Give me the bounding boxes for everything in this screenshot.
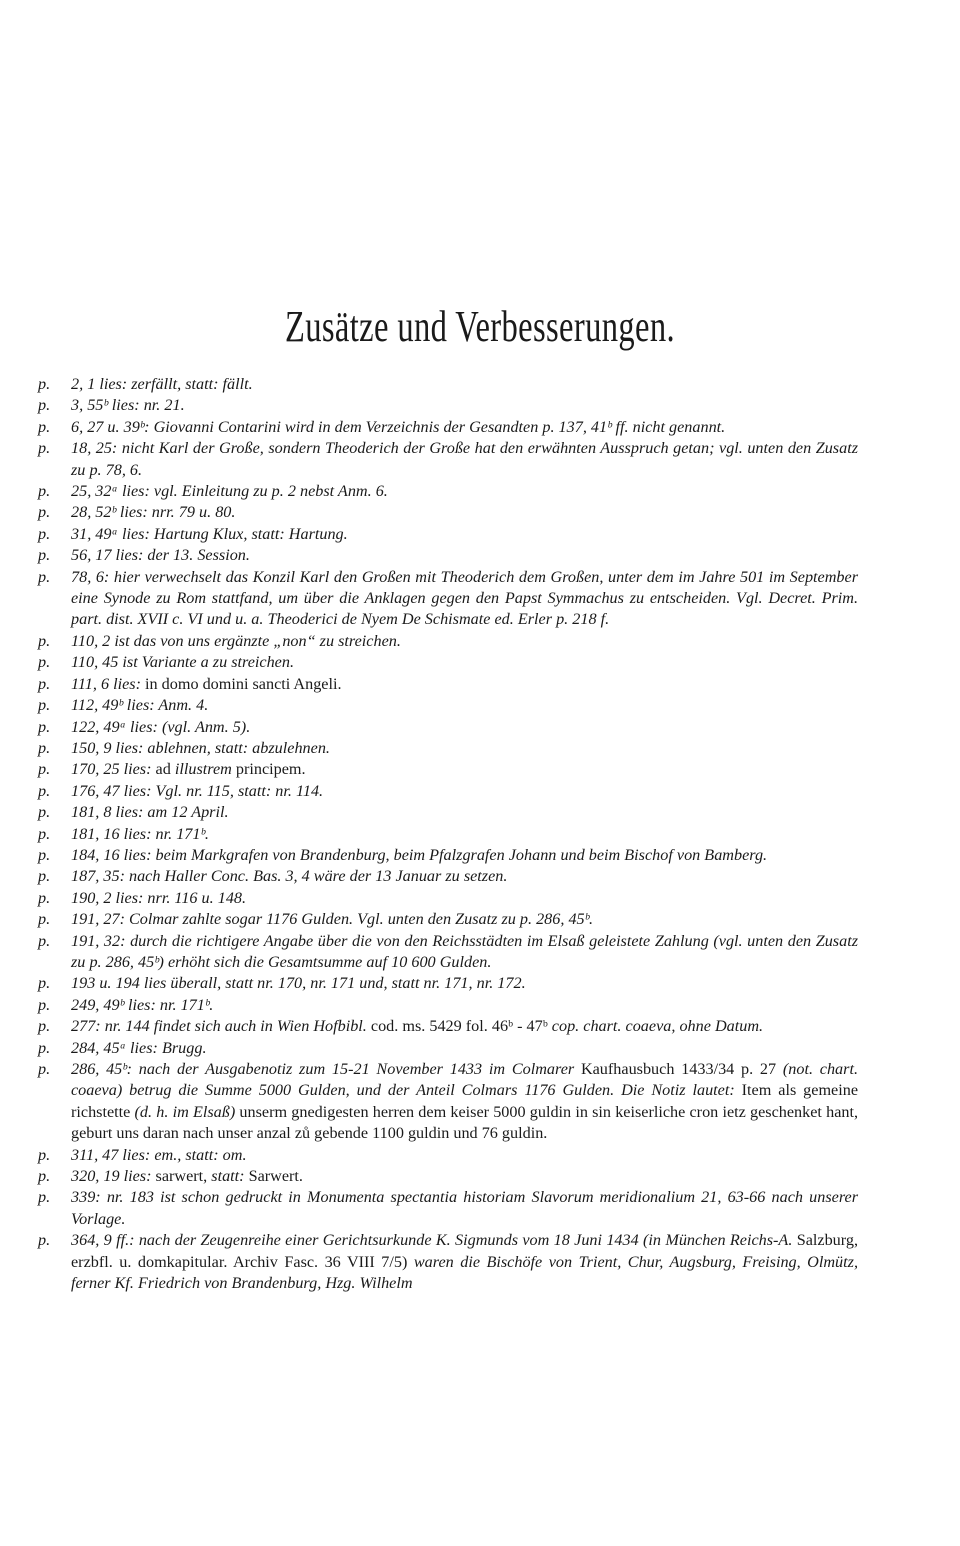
text-segment: 181, 8 lies: am 12 April. [71, 803, 229, 822]
text-segment: waren die Bischöfe von Trient, Chur, Augsburg, Freising, Olmütz, ferner Kf. Friedrich von Brandenburg, Hzg. Wilhelm [71, 1252, 858, 1293]
page-reference-prefix: p. [38, 1188, 51, 1207]
correction-entry [38, 1166, 858, 1187]
correction-text [71, 417, 858, 438]
page-reference-prefix: p. [38, 524, 51, 543]
page-reference-prefix: p. [38, 888, 51, 907]
text-segment: 190, 2 lies: nrr. 116 u. 148. [71, 888, 247, 907]
page-reference-prefix: p. [38, 696, 51, 715]
text-segment: 111, 6 lies: [71, 674, 146, 693]
page-reference-prefix: p. [38, 482, 51, 501]
text-segment: 28, 52ᵇ lies: nrr. 79 u. 80. [71, 503, 236, 522]
correction-text [71, 374, 858, 395]
page-reference-prefix: p. [38, 974, 51, 993]
text-segment: 311, 47 lies: em., statt: om. [71, 1145, 247, 1164]
correction-entry [38, 631, 858, 652]
page-reference-prefix: p. [38, 867, 51, 886]
text-segment: principem. [231, 760, 306, 779]
correction-entry [38, 717, 858, 738]
correction-entry [38, 417, 858, 438]
correction-text [71, 738, 858, 759]
correction-entry [38, 1038, 858, 1059]
text-segment: 122, 49ᵃ lies: (vgl. Anm. 5). [71, 717, 251, 736]
page-reference-prefix: p. [38, 631, 51, 650]
text-segment: cop. chart. coaeva, ohne Datum. [551, 1017, 764, 1036]
page-title: Zusätze und Verbesserungen. [284, 302, 676, 351]
correction-text [71, 481, 858, 502]
page-reference-prefix: p. [38, 931, 51, 950]
text-segment: (not. chart. coaeva) betrug die Summe 5000 Gulden, und der Anteil Colmars 1176 Gulden. Die Notiz lautet: [71, 1060, 858, 1100]
corrections-list [38, 374, 858, 1294]
correction-text [71, 1059, 858, 1145]
correction-entry [38, 374, 858, 395]
correction-text [71, 973, 858, 994]
correction-text [71, 695, 858, 716]
text-segment: 184, 16 lies: beim Markgrafen von Brandenburg, beim Pfalzgrafen Johann und beim Bischof von Bamberg. [71, 845, 768, 864]
page-reference-prefix: p. [38, 738, 51, 757]
correction-entry [38, 824, 858, 845]
correction-entry [38, 545, 858, 566]
page-reference-prefix: p. [38, 995, 51, 1014]
correction-text [71, 545, 858, 566]
page-reference-prefix: p. [38, 653, 51, 672]
correction-entry [38, 652, 858, 673]
page-reference-prefix: p. [38, 567, 51, 586]
correction-text [71, 909, 858, 930]
correction-entry [38, 845, 858, 866]
text-segment: unserm gnedigesten herren dem keiser 5000 guldin in sin keiserliche cron ietz geschenket hant, geburt uns daran nach unser anzal zů gebende 1100 guldin und 76 guldin. [71, 1102, 859, 1143]
text-segment: 110, 45 ist Variante a zu streichen. [71, 653, 295, 672]
correction-entry [38, 1016, 858, 1037]
correction-text [71, 802, 858, 823]
correction-entry [38, 1187, 858, 1230]
correction-text [71, 524, 858, 545]
correction-text [71, 395, 858, 416]
page-reference-prefix: p. [38, 417, 51, 436]
correction-entry [38, 759, 858, 780]
correction-text [71, 781, 858, 802]
correction-entry [38, 502, 858, 523]
text-segment: 284, 45ᵃ lies: Brugg. [71, 1038, 207, 1057]
text-segment: 191, 27: Colmar zahlte sogar 1176 Gulden. Vgl. unten den Zusatz zu p. 286, 45ᵇ. [71, 910, 594, 929]
correction-entry [38, 995, 858, 1016]
page-reference-prefix: p. [38, 910, 51, 929]
text-segment: 249, 49ᵇ lies: nr. 171ᵇ. [71, 995, 214, 1014]
text-segment: Salzburg, erzbfl. u. domkapitular. Archiv Fasc. 36 VIII 7/5) [71, 1231, 858, 1271]
text-segment: 339: nr. 183 ist schon gedruckt in Monumenta spectantia historiam Slavorum meridionalium 21, 63-66 nach unserer Vorlage. [71, 1188, 858, 1228]
correction-text [71, 631, 858, 652]
text-segment: 193 u. 194 lies überall, statt nr. 170, nr. 171 und, statt nr. 171, nr. 172. [71, 974, 526, 993]
text-segment: 286, 45ᵇ: nach der Ausgabenotiz zum 15-21 November 1433 im Colmarer [71, 1060, 581, 1078]
correction-text [71, 674, 858, 695]
correction-text [71, 1016, 858, 1037]
text-segment: 277: nr. 144 findet sich auch in Wien Hofbibl. [71, 1017, 371, 1036]
correction-text [71, 866, 858, 887]
page-reference-prefix: p. [38, 1060, 51, 1078]
text-segment: 170, 25 lies: [71, 760, 156, 779]
correction-entry [38, 802, 858, 823]
correction-text [71, 931, 858, 974]
correction-entry [38, 888, 858, 909]
correction-entry [38, 395, 858, 416]
page-reference-prefix: p. [38, 1145, 51, 1164]
correction-entry [38, 866, 858, 887]
text-segment: Kaufhausbuch 1433/34 p. 27 [580, 1060, 783, 1078]
text-segment: illustrem [174, 760, 232, 779]
page-reference-prefix: p. [38, 1017, 51, 1036]
text-segment: 150, 9 lies: ablehnen, statt: abzulehnen. [71, 738, 330, 757]
correction-entry [38, 931, 858, 974]
correction-entry [38, 973, 858, 994]
page-reference-prefix: p. [38, 845, 51, 864]
text-segment: ad [155, 760, 175, 779]
page-reference-prefix: p. [38, 503, 51, 522]
text-segment: 3, 55ᵇ lies: nr. 21. [71, 396, 185, 415]
correction-text [71, 824, 858, 845]
text-segment: 56, 17 lies: der 13. Session. [71, 546, 250, 565]
page-reference-prefix: p. [38, 1167, 51, 1186]
page-reference-prefix: p. [38, 439, 51, 458]
correction-text [71, 1230, 858, 1294]
text-segment: 181, 16 lies: nr. 171ᵇ. [71, 824, 209, 843]
text-segment: 191, 32: durch die richtigere Angabe über die von den Reichsstädten im Elsaß geleistete Zahlung (vgl. unten den Zusatz zu p. 286, 45ᵇ) erhöht sich die Gesamtsumme auf 10 600 Gulden. [71, 931, 858, 971]
correction-text [71, 567, 858, 631]
text-segment: in domo domini sancti Angeli. [145, 674, 342, 693]
page-reference-prefix: p. [38, 781, 51, 800]
page-reference-prefix: p. [38, 824, 51, 843]
text-segment: sarwert, [155, 1167, 212, 1186]
text-segment: 176, 47 lies: Vgl. nr. 115, statt: nr. 114. [71, 781, 324, 800]
correction-entry [38, 1059, 858, 1145]
text-segment: statt: [211, 1167, 249, 1186]
text-segment: 2, 1 lies: zerfällt, statt: fällt. [71, 375, 253, 393]
text-segment: 31, 49ᵃ lies: Hartung Klux, statt: Hartung. [71, 524, 348, 543]
correction-text [71, 1187, 858, 1230]
text-segment: Sarwert. [248, 1167, 303, 1186]
correction-text [71, 845, 858, 866]
correction-entry [38, 781, 858, 802]
correction-entry [38, 481, 858, 502]
correction-entry [38, 695, 858, 716]
correction-text [71, 1145, 858, 1166]
text-segment: (d. h. im Elsaß) [134, 1102, 236, 1121]
correction-text [71, 502, 858, 523]
correction-entry [38, 438, 858, 481]
correction-entry [38, 674, 858, 695]
text-segment: 112, 49ᵇ lies: Anm. 4. [71, 696, 209, 715]
text-segment: 187, 35: nach Haller Conc. Bas. 3, 4 wäre der 13 Januar zu setzen. [71, 867, 508, 886]
correction-entry [38, 1230, 858, 1294]
correction-entry [38, 738, 858, 759]
page-reference-prefix: p. [38, 1231, 51, 1250]
text-segment: 110, 2 ist das von uns ergänzte „non“ zu streichen. [71, 631, 401, 650]
page-reference-prefix: p. [38, 375, 51, 393]
correction-text [71, 438, 858, 481]
page-reference-prefix: p. [38, 803, 51, 822]
correction-text [71, 1166, 858, 1187]
correction-entry [38, 909, 858, 930]
text-segment: 18, 25: nicht Karl der Große, sondern Theoderich der Große hat den erwähnten Ausspruch getan; vgl. unten den Zusatz zu p. 78, 6. [71, 439, 858, 479]
text-segment: cod. ms. 5429 fol. 46ᵇ - 47ᵇ [370, 1017, 552, 1036]
correction-entry [38, 524, 858, 545]
correction-text [71, 888, 858, 909]
correction-text [71, 995, 858, 1016]
text-segment: 364, 9 ff.: nach der Zeugenreihe einer Gerichtsurkunde K. Sigmunds vom 18 Juni 1434 (in München Reichs-A. [71, 1231, 797, 1250]
text-segment: Item als gemeine richstette [71, 1081, 858, 1121]
correction-text [71, 1038, 858, 1059]
correction-entry [38, 567, 858, 631]
correction-entry [38, 1145, 858, 1166]
correction-text [71, 759, 858, 780]
page-reference-prefix: p. [38, 717, 51, 736]
correction-text [71, 717, 858, 738]
page-reference-prefix: p. [38, 396, 51, 415]
correction-text [71, 652, 858, 673]
text-segment: 78, 6: hier verwechselt das Konzil Karl den Großen mit Theoderich dem Großen, unter dem im Jahre 501 im September eine Synode zu Rom stattfand, um über die Anklagen gegen den Papst Symmachus zu entscheiden. Vgl. Decret. Prim. part. dist. XVII c. VI und u. a. Theoderici de Nyem De Schismate ed. Erler p. 218 f. [71, 567, 858, 629]
page-reference-prefix: p. [38, 1038, 51, 1057]
text-segment: 320, 19 lies: [71, 1167, 156, 1186]
page-reference-prefix: p. [38, 546, 51, 565]
page-reference-prefix: p. [38, 760, 51, 779]
text-segment: 6, 27 u. 39ᵇ: Giovanni Contarini wird in dem Verzeichnis der Gesandten p. 137, 41ᵇ ff. nicht genannt. [71, 417, 726, 436]
text-segment: 25, 32ᵃ lies: vgl. Einleitung zu p. 2 nebst Anm. 6. [71, 482, 388, 501]
page-reference-prefix: p. [38, 674, 51, 693]
